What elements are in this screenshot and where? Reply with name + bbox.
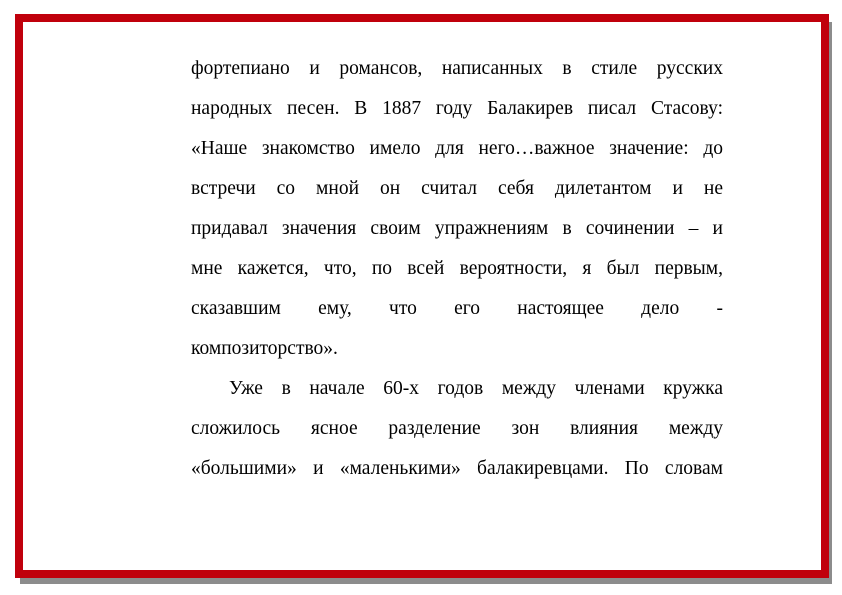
text-line: фортепиано и романсов, написанных в стиле русских bbox=[191, 58, 723, 79]
text-line: мне кажется, что, по всей вероятности, я был первым, bbox=[191, 258, 723, 279]
text-line: встречи со мной он считал себя дилетантом и не bbox=[191, 178, 723, 199]
text-line: сложилось ясное разделение зон влияния между bbox=[191, 418, 723, 439]
text-line: «большими» и «маленькими» балакиревцами. По словам bbox=[191, 458, 723, 479]
text-line: «Наше знакомство имело для него…важное значение: до bbox=[191, 138, 723, 159]
text-line-paragraph-start: Уже в начале 60-х годов между членами кружка bbox=[229, 378, 723, 399]
text-line: сказавшим ему, что его настоящее дело - bbox=[191, 298, 723, 319]
text-line: придавал значения своим упражнениям в сочинении – и bbox=[191, 218, 723, 239]
body-text bbox=[191, 52, 723, 492]
text-line-paragraph-end: композиторство». bbox=[191, 338, 338, 359]
text-line: народных песен. В 1887 году Балакирев писал Стасову: bbox=[191, 98, 723, 119]
